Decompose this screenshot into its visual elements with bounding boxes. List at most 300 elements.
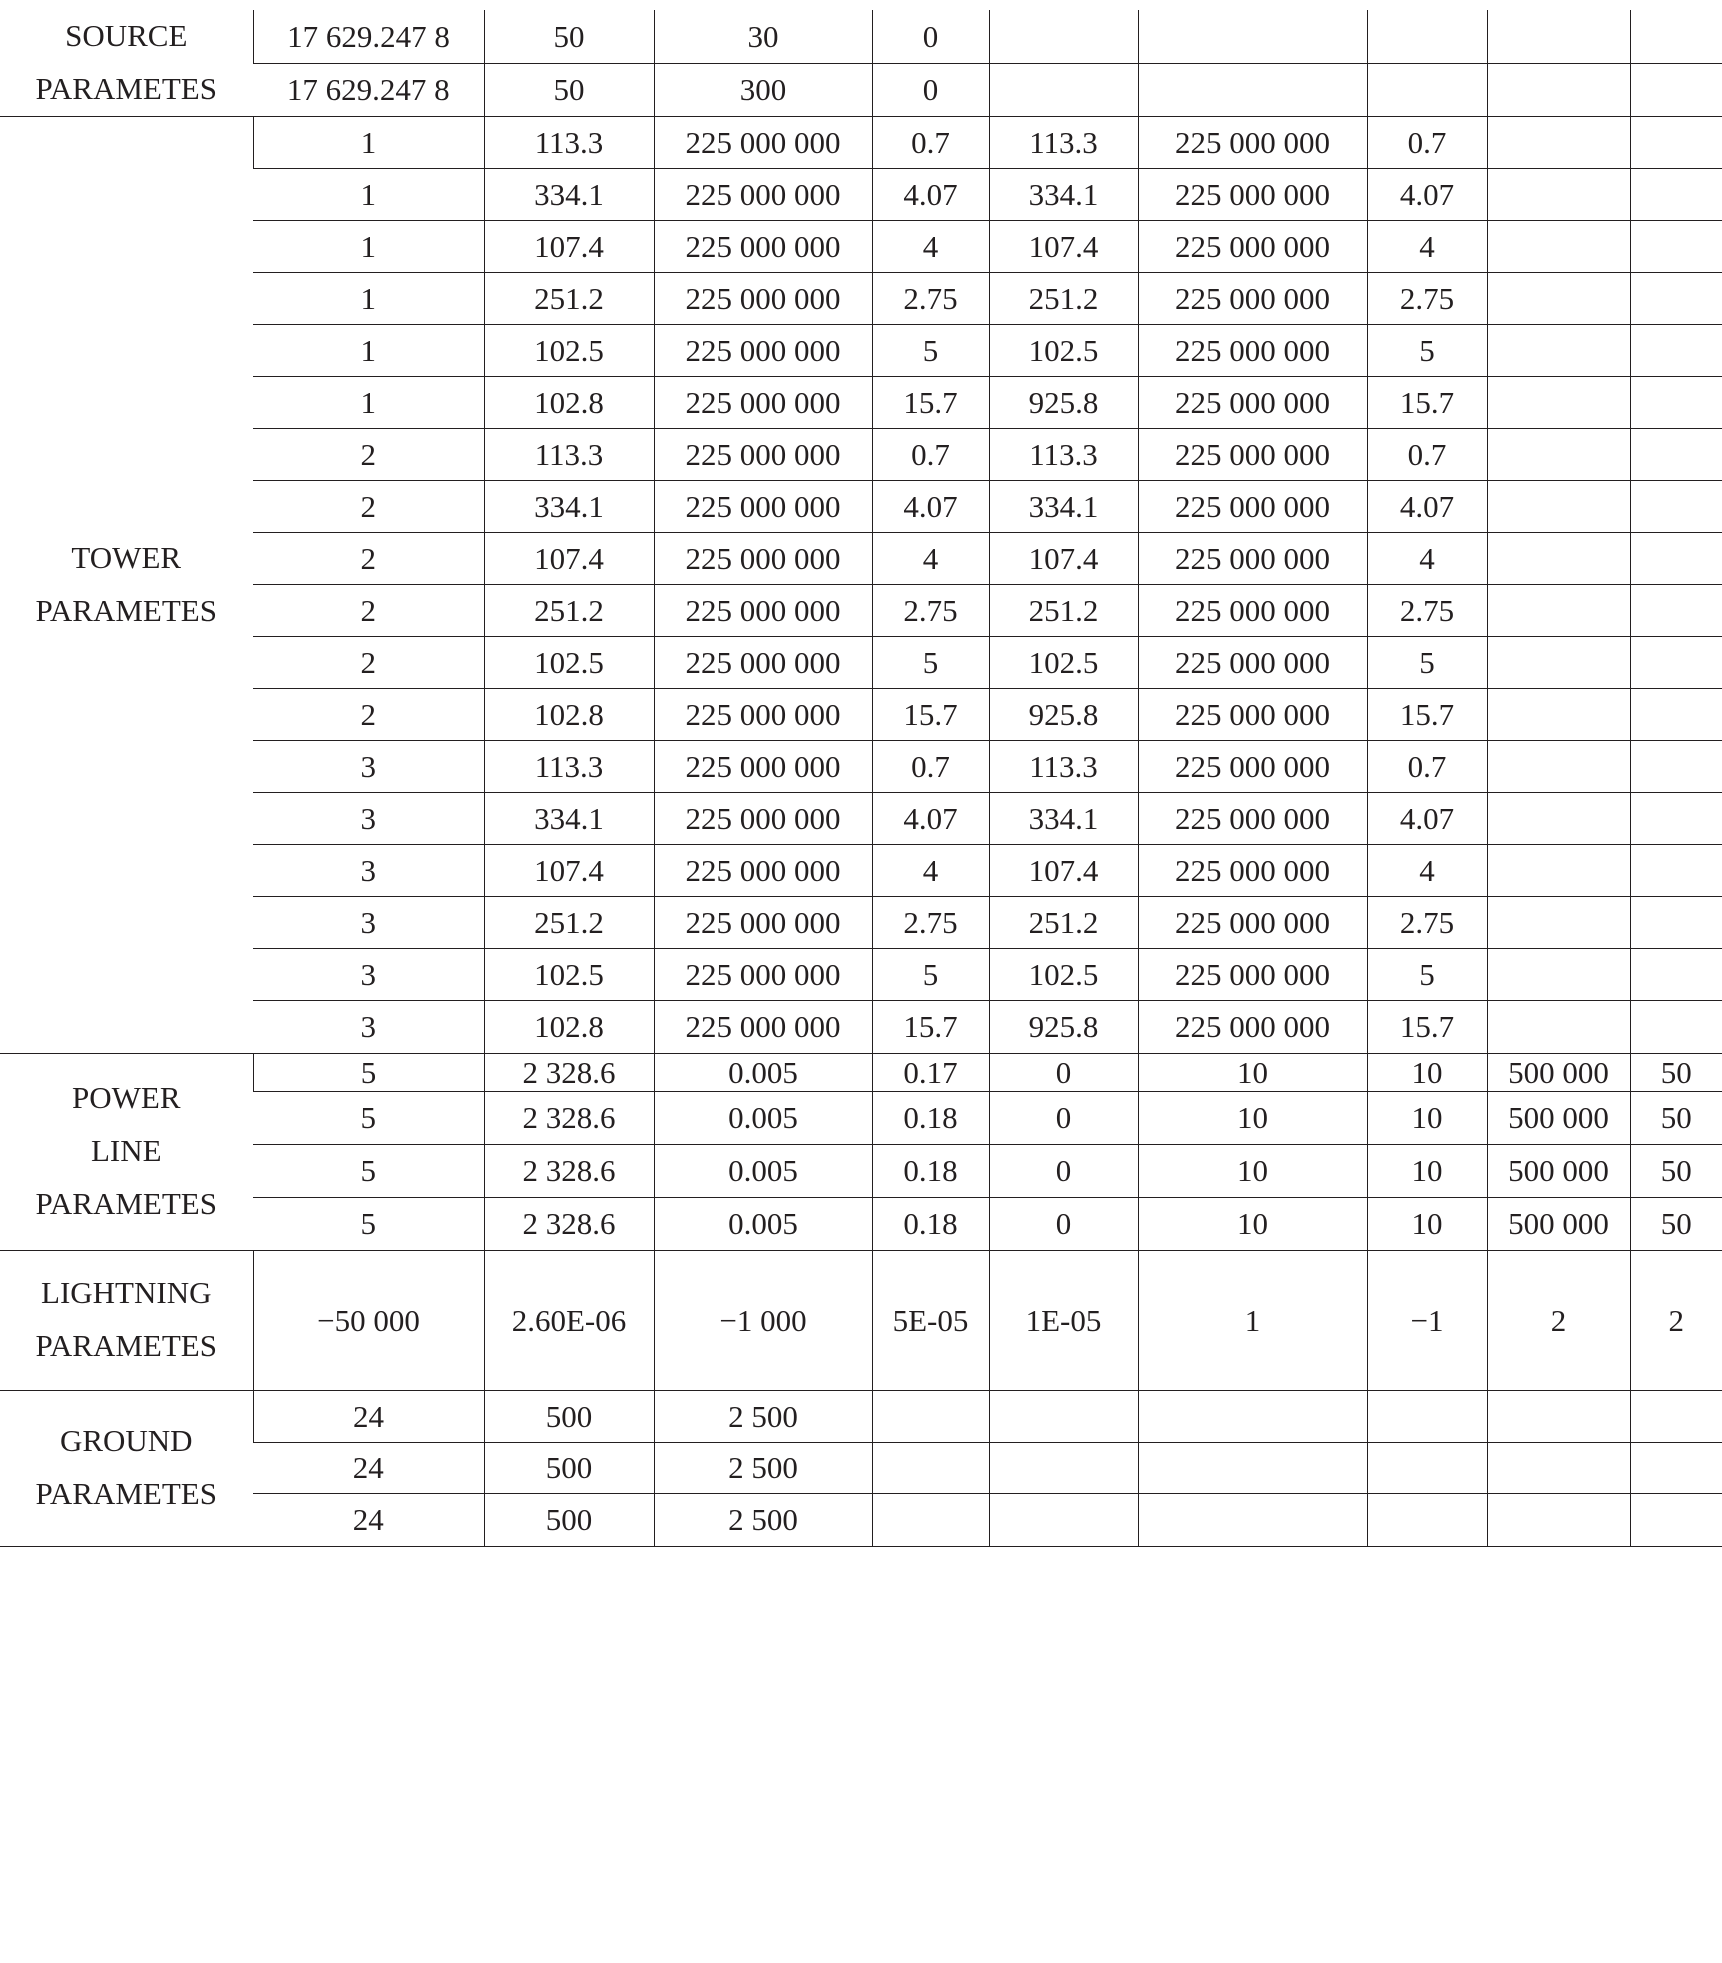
table-cell: 251.2: [989, 896, 1138, 948]
table-cell: 2: [253, 428, 484, 480]
table-cell: [1630, 1390, 1722, 1442]
table-cell: 5: [872, 948, 989, 1000]
table-cell: 4.07: [1367, 792, 1487, 844]
table-cell: 1: [1138, 1250, 1367, 1390]
table-cell: [872, 1442, 989, 1493]
table-cell: 225 000 000: [654, 636, 872, 688]
table-cell: 225 000 000: [654, 1000, 872, 1053]
table-cell: [1487, 636, 1630, 688]
table-cell: 225 000 000: [1138, 116, 1367, 168]
table-cell: 5: [253, 1091, 484, 1144]
table-cell: 4.07: [872, 168, 989, 220]
table-cell: 50: [1630, 1144, 1722, 1197]
table-cell: 0.7: [872, 116, 989, 168]
table-cell: 113.3: [484, 428, 654, 480]
table-cell: 334.1: [484, 480, 654, 532]
table-cell: [1367, 63, 1487, 116]
table-cell: [1487, 740, 1630, 792]
table-cell: 225 000 000: [1138, 480, 1367, 532]
table-cell: 925.8: [989, 688, 1138, 740]
table-cell: [1630, 844, 1722, 896]
table-cell: 225 000 000: [654, 376, 872, 428]
table-cell: 1: [253, 324, 484, 376]
table-cell: [1487, 63, 1630, 116]
table-cell: 225 000 000: [1138, 948, 1367, 1000]
table-cell: [1630, 740, 1722, 792]
table-cell: 10: [1138, 1197, 1367, 1250]
table-cell: 24: [253, 1442, 484, 1493]
table-cell: 2.75: [1367, 896, 1487, 948]
table-cell: 225 000 000: [1138, 168, 1367, 220]
table-cell: 0.7: [1367, 116, 1487, 168]
table-cell: [872, 1390, 989, 1442]
table-row: [0, 636, 1722, 688]
table-cell: 2.75: [872, 896, 989, 948]
group-label-line: PARAMETES: [35, 592, 217, 628]
table-cell: [1487, 272, 1630, 324]
parameters-table: [0, 10, 1722, 1547]
table-row: [0, 324, 1722, 376]
table-cell: 50: [484, 10, 654, 63]
table-cell: 225 000 000: [654, 428, 872, 480]
table-cell: 225 000 000: [1138, 532, 1367, 584]
table-cell: [1630, 376, 1722, 428]
table-cell: −1 000: [654, 1250, 872, 1390]
table-cell: [1630, 1000, 1722, 1053]
power-line-parameters-group: [0, 1053, 1722, 1250]
source-parameters-group: [0, 10, 1722, 116]
table-cell: [1367, 1442, 1487, 1493]
table-cell: 2.75: [872, 584, 989, 636]
table-cell: 2 500: [654, 1493, 872, 1546]
table-cell: 225 000 000: [1138, 584, 1367, 636]
table-cell: 0.005: [654, 1197, 872, 1250]
table-cell: 225 000 000: [1138, 428, 1367, 480]
power-line-parameters-label: [0, 1053, 253, 1250]
source-parameters-label: [0, 10, 253, 116]
table-cell: [1487, 324, 1630, 376]
table-cell: 113.3: [989, 428, 1138, 480]
table-cell: 2 328.6: [484, 1144, 654, 1197]
ground-parameters-group: [0, 1390, 1722, 1546]
table-row: [0, 896, 1722, 948]
table-cell: [989, 1442, 1138, 1493]
table-cell: 2: [253, 688, 484, 740]
table-cell: 4: [872, 220, 989, 272]
table-cell: 0.005: [654, 1091, 872, 1144]
table-cell: 500 000: [1487, 1197, 1630, 1250]
table-cell: 24: [253, 1390, 484, 1442]
table-cell: [1630, 63, 1722, 116]
table-row: [0, 428, 1722, 480]
table-cell: 10: [1367, 1053, 1487, 1091]
table-cell: 225 000 000: [654, 324, 872, 376]
table-cell: 1: [253, 168, 484, 220]
table-cell: 225 000 000: [1138, 844, 1367, 896]
table-cell: [1487, 688, 1630, 740]
group-label-line: LIGHTNING: [41, 1275, 212, 1311]
table-cell: 0.18: [872, 1197, 989, 1250]
table-cell: [1487, 1000, 1630, 1053]
table-cell: [1630, 792, 1722, 844]
table-cell: 107.4: [989, 844, 1138, 896]
table-cell: [1630, 1442, 1722, 1493]
table-cell: 225 000 000: [1138, 324, 1367, 376]
table-cell: 5E-05: [872, 1250, 989, 1390]
table-row: [0, 1053, 1722, 1091]
table-row: [0, 1493, 1722, 1546]
table-cell: 2: [1487, 1250, 1630, 1390]
table-cell: 251.2: [484, 272, 654, 324]
table-cell: 4.07: [872, 792, 989, 844]
table-cell: 30: [654, 10, 872, 63]
table-cell: 2 500: [654, 1390, 872, 1442]
table-row: [0, 10, 1722, 63]
table-cell: [1138, 1390, 1367, 1442]
table-row: [0, 63, 1722, 116]
table-cell: 10: [1138, 1144, 1367, 1197]
table-cell: [1630, 272, 1722, 324]
table-cell: 225 000 000: [654, 480, 872, 532]
table-cell: [1367, 1390, 1487, 1442]
table-row: [0, 168, 1722, 220]
table-cell: 225 000 000: [1138, 272, 1367, 324]
table-cell: 113.3: [484, 116, 654, 168]
table-cell: 4: [872, 844, 989, 896]
table-cell: [1630, 584, 1722, 636]
table-cell: 225 000 000: [654, 220, 872, 272]
table-cell: [1487, 1390, 1630, 1442]
table-cell: 102.8: [484, 1000, 654, 1053]
table-cell: 334.1: [989, 480, 1138, 532]
table-cell: 107.4: [484, 844, 654, 896]
table-cell: 102.5: [484, 324, 654, 376]
table-cell: 3: [253, 844, 484, 896]
table-cell: 0: [989, 1091, 1138, 1144]
table-cell: 0.7: [872, 740, 989, 792]
table-cell: [989, 1390, 1138, 1442]
table-cell: 500 000: [1487, 1144, 1630, 1197]
table-cell: 17 629.247 8: [253, 10, 484, 63]
table-row: [0, 844, 1722, 896]
table-cell: [989, 10, 1138, 63]
table-cell: 225 000 000: [654, 688, 872, 740]
table-cell: 15.7: [1367, 688, 1487, 740]
table-row: [0, 1144, 1722, 1197]
group-label-line: TOWER: [71, 539, 182, 575]
table-cell: [1487, 220, 1630, 272]
table-cell: 5: [872, 324, 989, 376]
table-cell: 102.5: [989, 324, 1138, 376]
table-row: [0, 740, 1722, 792]
table-row: [0, 376, 1722, 428]
table-row: [0, 1091, 1722, 1144]
table-cell: 225 000 000: [1138, 792, 1367, 844]
table-cell: 0.17: [872, 1053, 989, 1091]
table-cell: 4: [1367, 220, 1487, 272]
table-cell: 4: [1367, 844, 1487, 896]
table-cell: 102.5: [989, 636, 1138, 688]
table-row: [0, 480, 1722, 532]
table-cell: 500: [484, 1390, 654, 1442]
table-cell: 2: [253, 584, 484, 636]
tower-parameters-label: [0, 116, 253, 1053]
table-cell: 107.4: [484, 532, 654, 584]
table-cell: 2 328.6: [484, 1197, 654, 1250]
table-cell: 5: [253, 1053, 484, 1091]
table-cell: 225 000 000: [654, 792, 872, 844]
table-cell: 225 000 000: [1138, 688, 1367, 740]
table-cell: 225 000 000: [654, 272, 872, 324]
table-cell: [1487, 116, 1630, 168]
table-cell: [1630, 168, 1722, 220]
table-cell: [1630, 428, 1722, 480]
table-cell: [1630, 220, 1722, 272]
group-label-line: PARAMETES: [35, 70, 217, 106]
table-cell: 1: [253, 272, 484, 324]
table-cell: [1487, 584, 1630, 636]
table-cell: [1487, 896, 1630, 948]
table-cell: 0.7: [1367, 428, 1487, 480]
table-cell: 15.7: [872, 1000, 989, 1053]
table-cell: [1138, 10, 1367, 63]
table-cell: 4: [1367, 532, 1487, 584]
table-cell: 4.07: [872, 480, 989, 532]
table-cell: 10: [1138, 1091, 1367, 1144]
table-cell: 1E-05: [989, 1250, 1138, 1390]
table-cell: 102.5: [484, 636, 654, 688]
table-cell: 5: [1367, 324, 1487, 376]
table-cell: [1367, 10, 1487, 63]
table-cell: 5: [872, 636, 989, 688]
table-row: [0, 792, 1722, 844]
table-cell: 113.3: [484, 740, 654, 792]
table-row: [0, 1250, 1722, 1390]
tower-parameters-group: [0, 116, 1722, 1053]
table-cell: −1: [1367, 1250, 1487, 1390]
table-cell: 0.7: [872, 428, 989, 480]
table-cell: 0.005: [654, 1053, 872, 1091]
ground-parameters-label: [0, 1390, 253, 1546]
table-cell: [1630, 324, 1722, 376]
table-cell: 10: [1367, 1091, 1487, 1144]
table-cell: 10: [1367, 1197, 1487, 1250]
table-cell: [1487, 376, 1630, 428]
table-cell: 500 000: [1487, 1053, 1630, 1091]
table-row: [0, 532, 1722, 584]
table-cell: [1487, 792, 1630, 844]
group-label-line: PARAMETES: [35, 1328, 217, 1363]
table-cell: 225 000 000: [654, 948, 872, 1000]
table-cell: 500: [484, 1493, 654, 1546]
table-row: [0, 116, 1722, 168]
table-cell: 113.3: [989, 116, 1138, 168]
table-cell: 2: [253, 480, 484, 532]
table-cell: 2: [253, 636, 484, 688]
table-cell: [1487, 1493, 1630, 1546]
table-cell: 225 000 000: [1138, 636, 1367, 688]
table-row: [0, 688, 1722, 740]
table-cell: 102.8: [484, 376, 654, 428]
table-cell: 1: [253, 376, 484, 428]
table-cell: 251.2: [989, 272, 1138, 324]
table-cell: 102.5: [989, 948, 1138, 1000]
table-cell: 2 500: [654, 1442, 872, 1493]
table-cell: 251.2: [484, 896, 654, 948]
table-cell: 5: [1367, 948, 1487, 1000]
table-cell: 0: [872, 10, 989, 63]
table-cell: 5: [253, 1197, 484, 1250]
table-cell: 225 000 000: [1138, 1000, 1367, 1053]
table-cell: 10: [1138, 1053, 1367, 1091]
group-label-line: SOURCE: [65, 18, 188, 54]
table-cell: 0.005: [654, 1144, 872, 1197]
table-cell: 113.3: [989, 740, 1138, 792]
table-cell: 251.2: [989, 584, 1138, 636]
table-cell: 15.7: [872, 688, 989, 740]
table-cell: 225 000 000: [654, 740, 872, 792]
table-row: [0, 220, 1722, 272]
table-cell: 102.8: [484, 688, 654, 740]
table-row: [0, 1000, 1722, 1053]
table-cell: [1630, 636, 1722, 688]
table-cell: 225 000 000: [654, 168, 872, 220]
table-cell: 500: [484, 1442, 654, 1493]
table-cell: 4.07: [1367, 480, 1487, 532]
table-cell: 334.1: [484, 168, 654, 220]
table-row: [0, 948, 1722, 1000]
table-cell: 24: [253, 1493, 484, 1546]
table-cell: 2.75: [1367, 584, 1487, 636]
table-cell: [1487, 844, 1630, 896]
table-cell: 334.1: [989, 792, 1138, 844]
table-cell: 300: [654, 63, 872, 116]
group-label-line: GROUND: [59, 1423, 193, 1459]
table-cell: 2.75: [872, 272, 989, 324]
table-cell: 2 328.6: [484, 1091, 654, 1144]
table-cell: 925.8: [989, 376, 1138, 428]
table-cell: 1: [253, 220, 484, 272]
table-cell: 225 000 000: [1138, 896, 1367, 948]
table-cell: 15.7: [1367, 1000, 1487, 1053]
table-cell: [989, 63, 1138, 116]
table-cell: 0.18: [872, 1144, 989, 1197]
table-row: [0, 1197, 1722, 1250]
table-cell: [1487, 532, 1630, 584]
table-cell: 0.7: [1367, 740, 1487, 792]
table-cell: 3: [253, 948, 484, 1000]
table-cell: [1487, 168, 1630, 220]
table-cell: 0: [989, 1053, 1138, 1091]
table-cell: 225 000 000: [654, 116, 872, 168]
table-cell: 4: [872, 532, 989, 584]
table-cell: 225 000 000: [1138, 740, 1367, 792]
table-cell: 500 000: [1487, 1091, 1630, 1144]
table-cell: [1138, 1493, 1367, 1546]
table-cell: [1487, 428, 1630, 480]
table-cell: 225 000 000: [654, 896, 872, 948]
table-cell: 15.7: [1367, 376, 1487, 428]
table-cell: 225 000 000: [654, 532, 872, 584]
group-label-line: LINE: [90, 1133, 162, 1169]
table-cell: 3: [253, 740, 484, 792]
table-cell: [1630, 10, 1722, 63]
table-cell: [1630, 480, 1722, 532]
table-cell: 2.60E-06: [484, 1250, 654, 1390]
table-cell: 334.1: [484, 792, 654, 844]
table-cell: [1630, 1493, 1722, 1546]
table-row: [0, 584, 1722, 636]
table-cell: 925.8: [989, 1000, 1138, 1053]
table-cell: [1630, 532, 1722, 584]
group-label-line: PARAMETES: [35, 1185, 217, 1221]
table-cell: [989, 1493, 1138, 1546]
table-cell: 107.4: [989, 220, 1138, 272]
table-row: [0, 272, 1722, 324]
table-cell: [872, 1493, 989, 1546]
table-cell: 107.4: [989, 532, 1138, 584]
table-cell: 0.18: [872, 1091, 989, 1144]
table-cell: [1630, 116, 1722, 168]
table-cell: 50: [484, 63, 654, 116]
table-cell: 2: [1630, 1250, 1722, 1390]
table-cell: 2: [253, 532, 484, 584]
table-cell: 4.07: [1367, 168, 1487, 220]
table-cell: 17 629.247 8: [253, 63, 484, 116]
table-cell: 1: [253, 116, 484, 168]
table-cell: 0: [872, 63, 989, 116]
table-cell: [1487, 948, 1630, 1000]
table-row: [0, 1390, 1722, 1442]
table-cell: 251.2: [484, 584, 654, 636]
table-cell: 15.7: [872, 376, 989, 428]
table-cell: 10: [1367, 1144, 1487, 1197]
table-cell: [1138, 63, 1367, 116]
table-cell: 3: [253, 792, 484, 844]
table-cell: 5: [253, 1144, 484, 1197]
table-cell: 2.75: [1367, 272, 1487, 324]
table-cell: 225 000 000: [654, 584, 872, 636]
table-cell: [1630, 948, 1722, 1000]
table-cell: [1487, 1442, 1630, 1493]
table-cell: 50: [1630, 1091, 1722, 1144]
lightning-parameters-label: [0, 1250, 253, 1390]
table-cell: [1138, 1442, 1367, 1493]
table-cell: 50: [1630, 1053, 1722, 1091]
table-cell: 0: [989, 1197, 1138, 1250]
table-cell: 225 000 000: [654, 844, 872, 896]
table-cell: [1487, 10, 1630, 63]
table-cell: [1630, 688, 1722, 740]
table-cell: 50: [1630, 1197, 1722, 1250]
table-cell: 0: [989, 1144, 1138, 1197]
group-label-line: PARAMETES: [35, 1476, 217, 1511]
table-cell: 107.4: [484, 220, 654, 272]
table-cell: 2 328.6: [484, 1053, 654, 1091]
table-cell: −50 000: [253, 1250, 484, 1390]
table-cell: 102.5: [484, 948, 654, 1000]
table-cell: 5: [1367, 636, 1487, 688]
table-cell: 334.1: [989, 168, 1138, 220]
table-cell: [1367, 1493, 1487, 1546]
table-cell: 3: [253, 1000, 484, 1053]
table-cell: 225 000 000: [1138, 220, 1367, 272]
table-cell: [1630, 896, 1722, 948]
group-label-line: POWER: [72, 1080, 181, 1116]
lightning-parameters-group: [0, 1250, 1722, 1390]
table-row: [0, 1442, 1722, 1493]
table-cell: [1487, 480, 1630, 532]
